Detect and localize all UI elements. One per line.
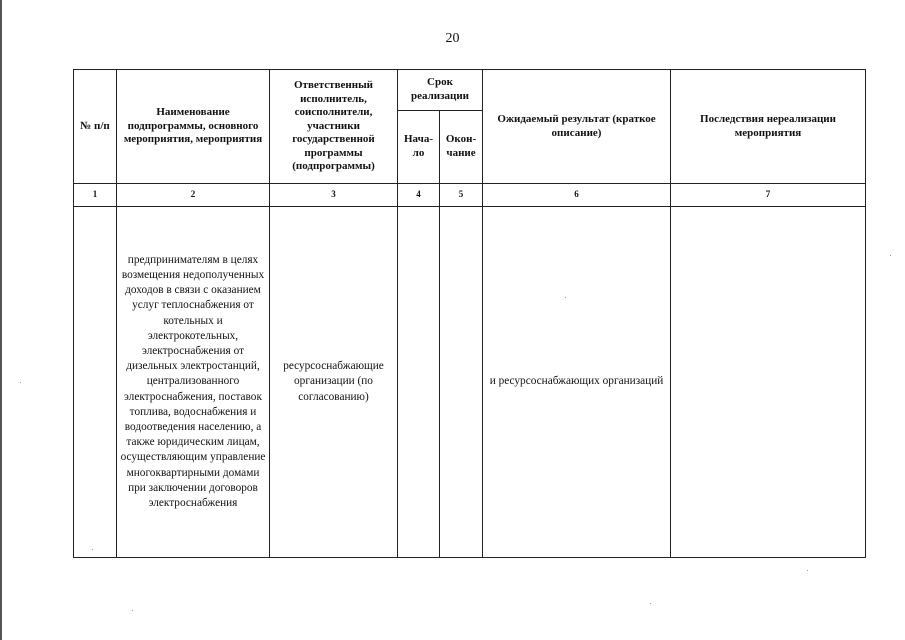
header-result: Ожидаемый результат (краткое описание): [483, 70, 671, 184]
column-number: 6: [483, 184, 671, 207]
scan-speck: [565, 297, 566, 298]
cell-result: и ресурсоснабжающих организаций: [483, 207, 671, 558]
column-number: 1: [74, 184, 117, 207]
header-term: Срок реализации: [398, 70, 483, 111]
column-number: 4: [398, 184, 440, 207]
scan-speck: [20, 382, 21, 383]
page-number: 20: [445, 31, 460, 46]
cell-consequences: [671, 207, 866, 558]
cell-end: [440, 207, 483, 558]
header-row: [74, 70, 866, 111]
cell-number: [74, 207, 117, 558]
cell-activity: предпринимателям в целях возмещения недополученных доходов в связи с оказанием услуг теплоснабжения от котельных и электрокотельных, электроснабжения от дизельных электростанций, централизованного электроснабжения, поставок топлива, водоснабжения и водоотведения населению, а также юридическим лицам, осуществляющим управление многоквартирными домами при заключении договоров электроснабжения: [117, 207, 270, 558]
header-number: № п/п: [74, 70, 117, 184]
cell-executor: ресурсоснабжающие организации (по согласованию): [270, 207, 398, 558]
header-start: Нача-ло: [398, 111, 440, 184]
header-name: Наименование подпрограммы, основного мероприятия, мероприятия: [117, 70, 270, 184]
scan-speck: [807, 570, 808, 571]
scan-speck: [92, 549, 93, 550]
scan-speck: [132, 610, 133, 611]
scan-speck: [650, 603, 651, 604]
scan-speck: [890, 255, 891, 256]
header-consequences: Последствия нереализации мероприятия: [671, 70, 866, 184]
cell-start: [398, 207, 440, 558]
program-table: [73, 69, 866, 558]
column-number: 7: [671, 184, 866, 207]
column-number: 2: [117, 184, 270, 207]
header-end: Окон-чание: [440, 111, 483, 184]
column-number-row: [74, 184, 866, 207]
column-number: 3: [270, 184, 398, 207]
column-number: 5: [440, 184, 483, 207]
scan-edge-line: [0, 0, 2, 640]
table-row: [74, 207, 866, 558]
header-executor: Ответственный исполнитель, соисполнители, участники государственной программы (подпрограммы): [270, 70, 398, 184]
